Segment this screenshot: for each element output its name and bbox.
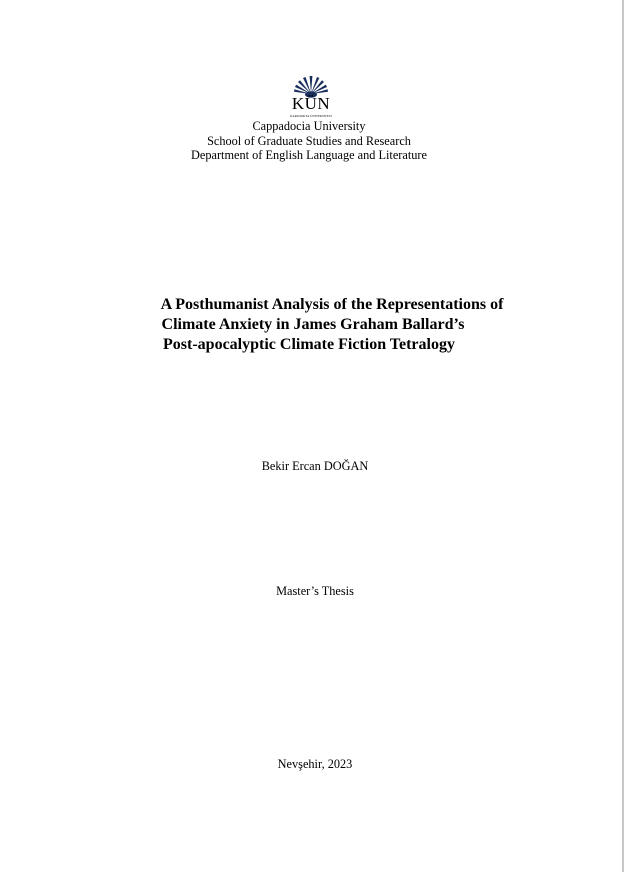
thesis-title-line-1: A Posthumanist Analysis of the Representations of bbox=[160, 296, 504, 313]
department-name: Department of English Language and Literature bbox=[191, 148, 427, 162]
place-and-year: Nevşehir, 2023 bbox=[277, 757, 353, 771]
thesis-title-line-2: Climate Anxiety in James Graham Ballard’s bbox=[161, 316, 465, 333]
logo-wordmark: KÜN bbox=[291, 94, 331, 113]
school-name: School of Graduate Studies and Research bbox=[207, 134, 411, 148]
author-name: Bekir Ercan DOĞAN bbox=[261, 459, 369, 473]
degree-type: Master’s Thesis bbox=[276, 584, 354, 598]
university-name: Cappadocia University bbox=[252, 119, 366, 133]
logo-subtext: KAPADOKYA ÜNİVERSİTESİ bbox=[290, 114, 332, 118]
thesis-title-line-3: Post-apocalyptic Climate Fiction Tetralogy bbox=[163, 336, 455, 353]
